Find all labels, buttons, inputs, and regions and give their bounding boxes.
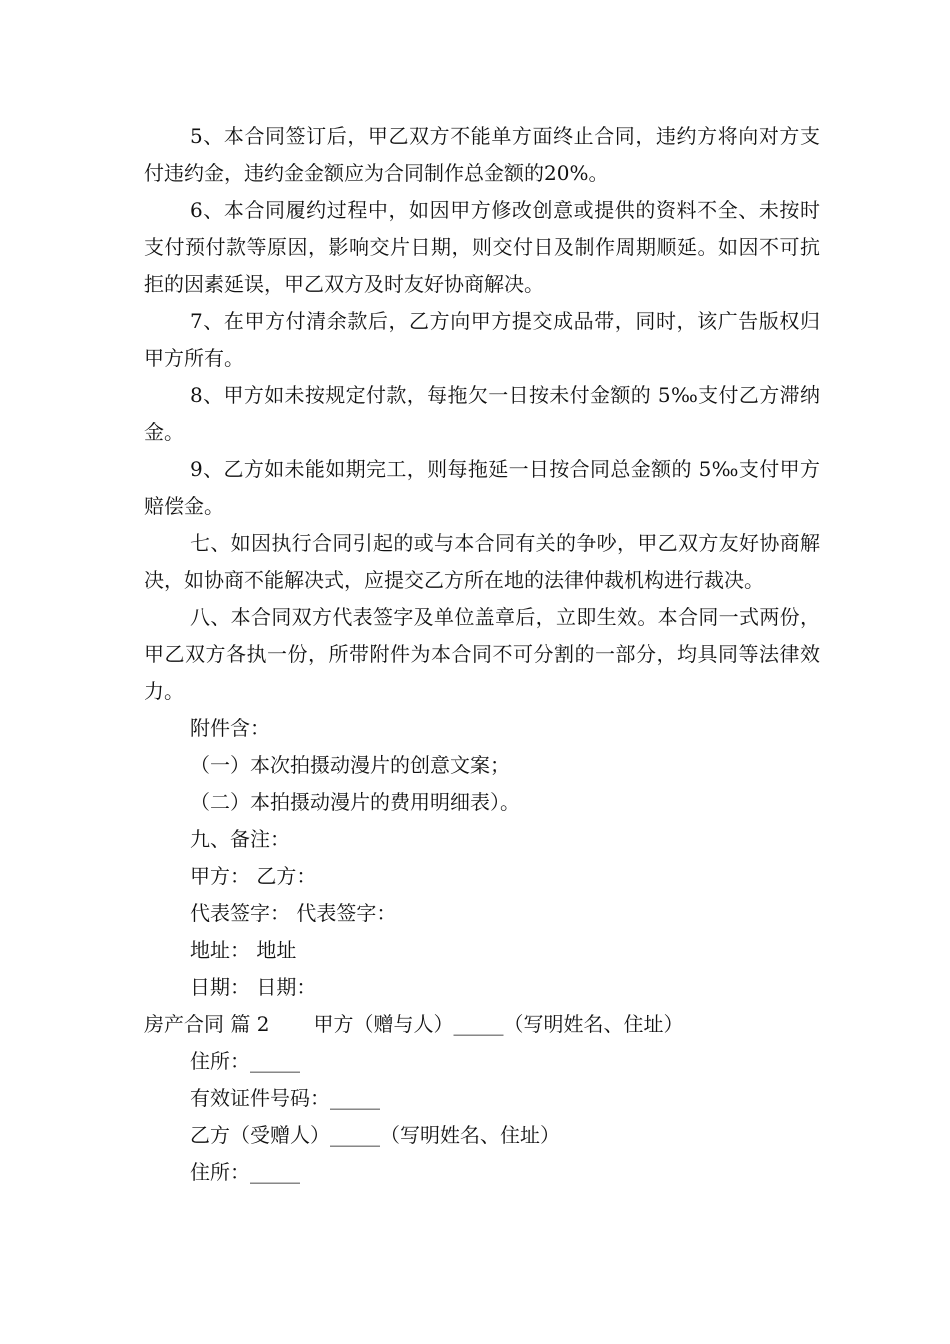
address-line: 地址： 地址	[190, 938, 297, 962]
attachment-item-1: （一）本次拍摄动漫片的创意文案；	[190, 753, 510, 777]
remarks-heading: 九、备注：	[190, 827, 290, 851]
residence-line-2: 住所：_____	[190, 1160, 300, 1184]
parties-line: 甲方： 乙方：	[190, 864, 317, 888]
clause-6: 6、本合同履约过程中，如因甲方修改创意或提供的资料不全、未按时支付预付款等原因，影响交片日期，则交付日及制作周期顺延。如因不可抗拒的因素延误，甲乙双方及时友好协商解决。	[144, 198, 820, 296]
signatures-line: 代表签字： 代表签字：	[190, 901, 397, 925]
clause-8: 8、甲方如未按规定付款，每拖欠一日按未付金额的 5‰支付乙方滞纳金。	[144, 383, 820, 444]
attachments-heading: 附件含：	[190, 716, 270, 740]
id-number-line: 有效证件号码：_____	[190, 1086, 380, 1110]
clause-7: 7、在甲方付清余款后，乙方向甲方提交成品带，同时，该广告版权归甲方所有。	[144, 309, 820, 370]
clause-5: 5、本合同签订后，甲乙双方不能单方面终止合同，违约方将向对方支付违约金，违约金金额应为合同制作总金额的20%。	[144, 124, 820, 185]
residence-line-1: 住所：_____	[190, 1049, 300, 1073]
party-a-line: 甲方（赠与人）_____（写明姓名、住址）	[313, 1012, 684, 1036]
section-2-title: 房产合同 篇 2	[144, 1012, 270, 1036]
attachment-item-2: （二）本拍摄动漫片的费用明细表）。	[190, 790, 520, 814]
clause-9: 9、乙方如未能如期完工，则每拖延一日按合同总金额的 5‰支付甲方赔偿金。	[144, 457, 820, 518]
document-body	[144, 118, 820, 1191]
section-2-heading-line	[144, 1006, 820, 1043]
section-8-effect: 八、本合同双方代表签字及单位盖章后，立即生效。本合同一式两份，甲乙双方各执一份，所带附件为本合同不可分割的一部分，均具同等法律效力。	[144, 605, 820, 703]
section-7-dispute: 七、如因执行合同引起的或与本合同有关的争吵，甲乙双方友好协商解决，如协商不能解决式，应提交乙方所在地的法律仲裁机构进行裁决。	[144, 531, 820, 592]
date-line: 日期： 日期：	[190, 975, 317, 999]
party-b-line: 乙方（受赠人）_____（写明姓名、住址）	[190, 1123, 560, 1147]
